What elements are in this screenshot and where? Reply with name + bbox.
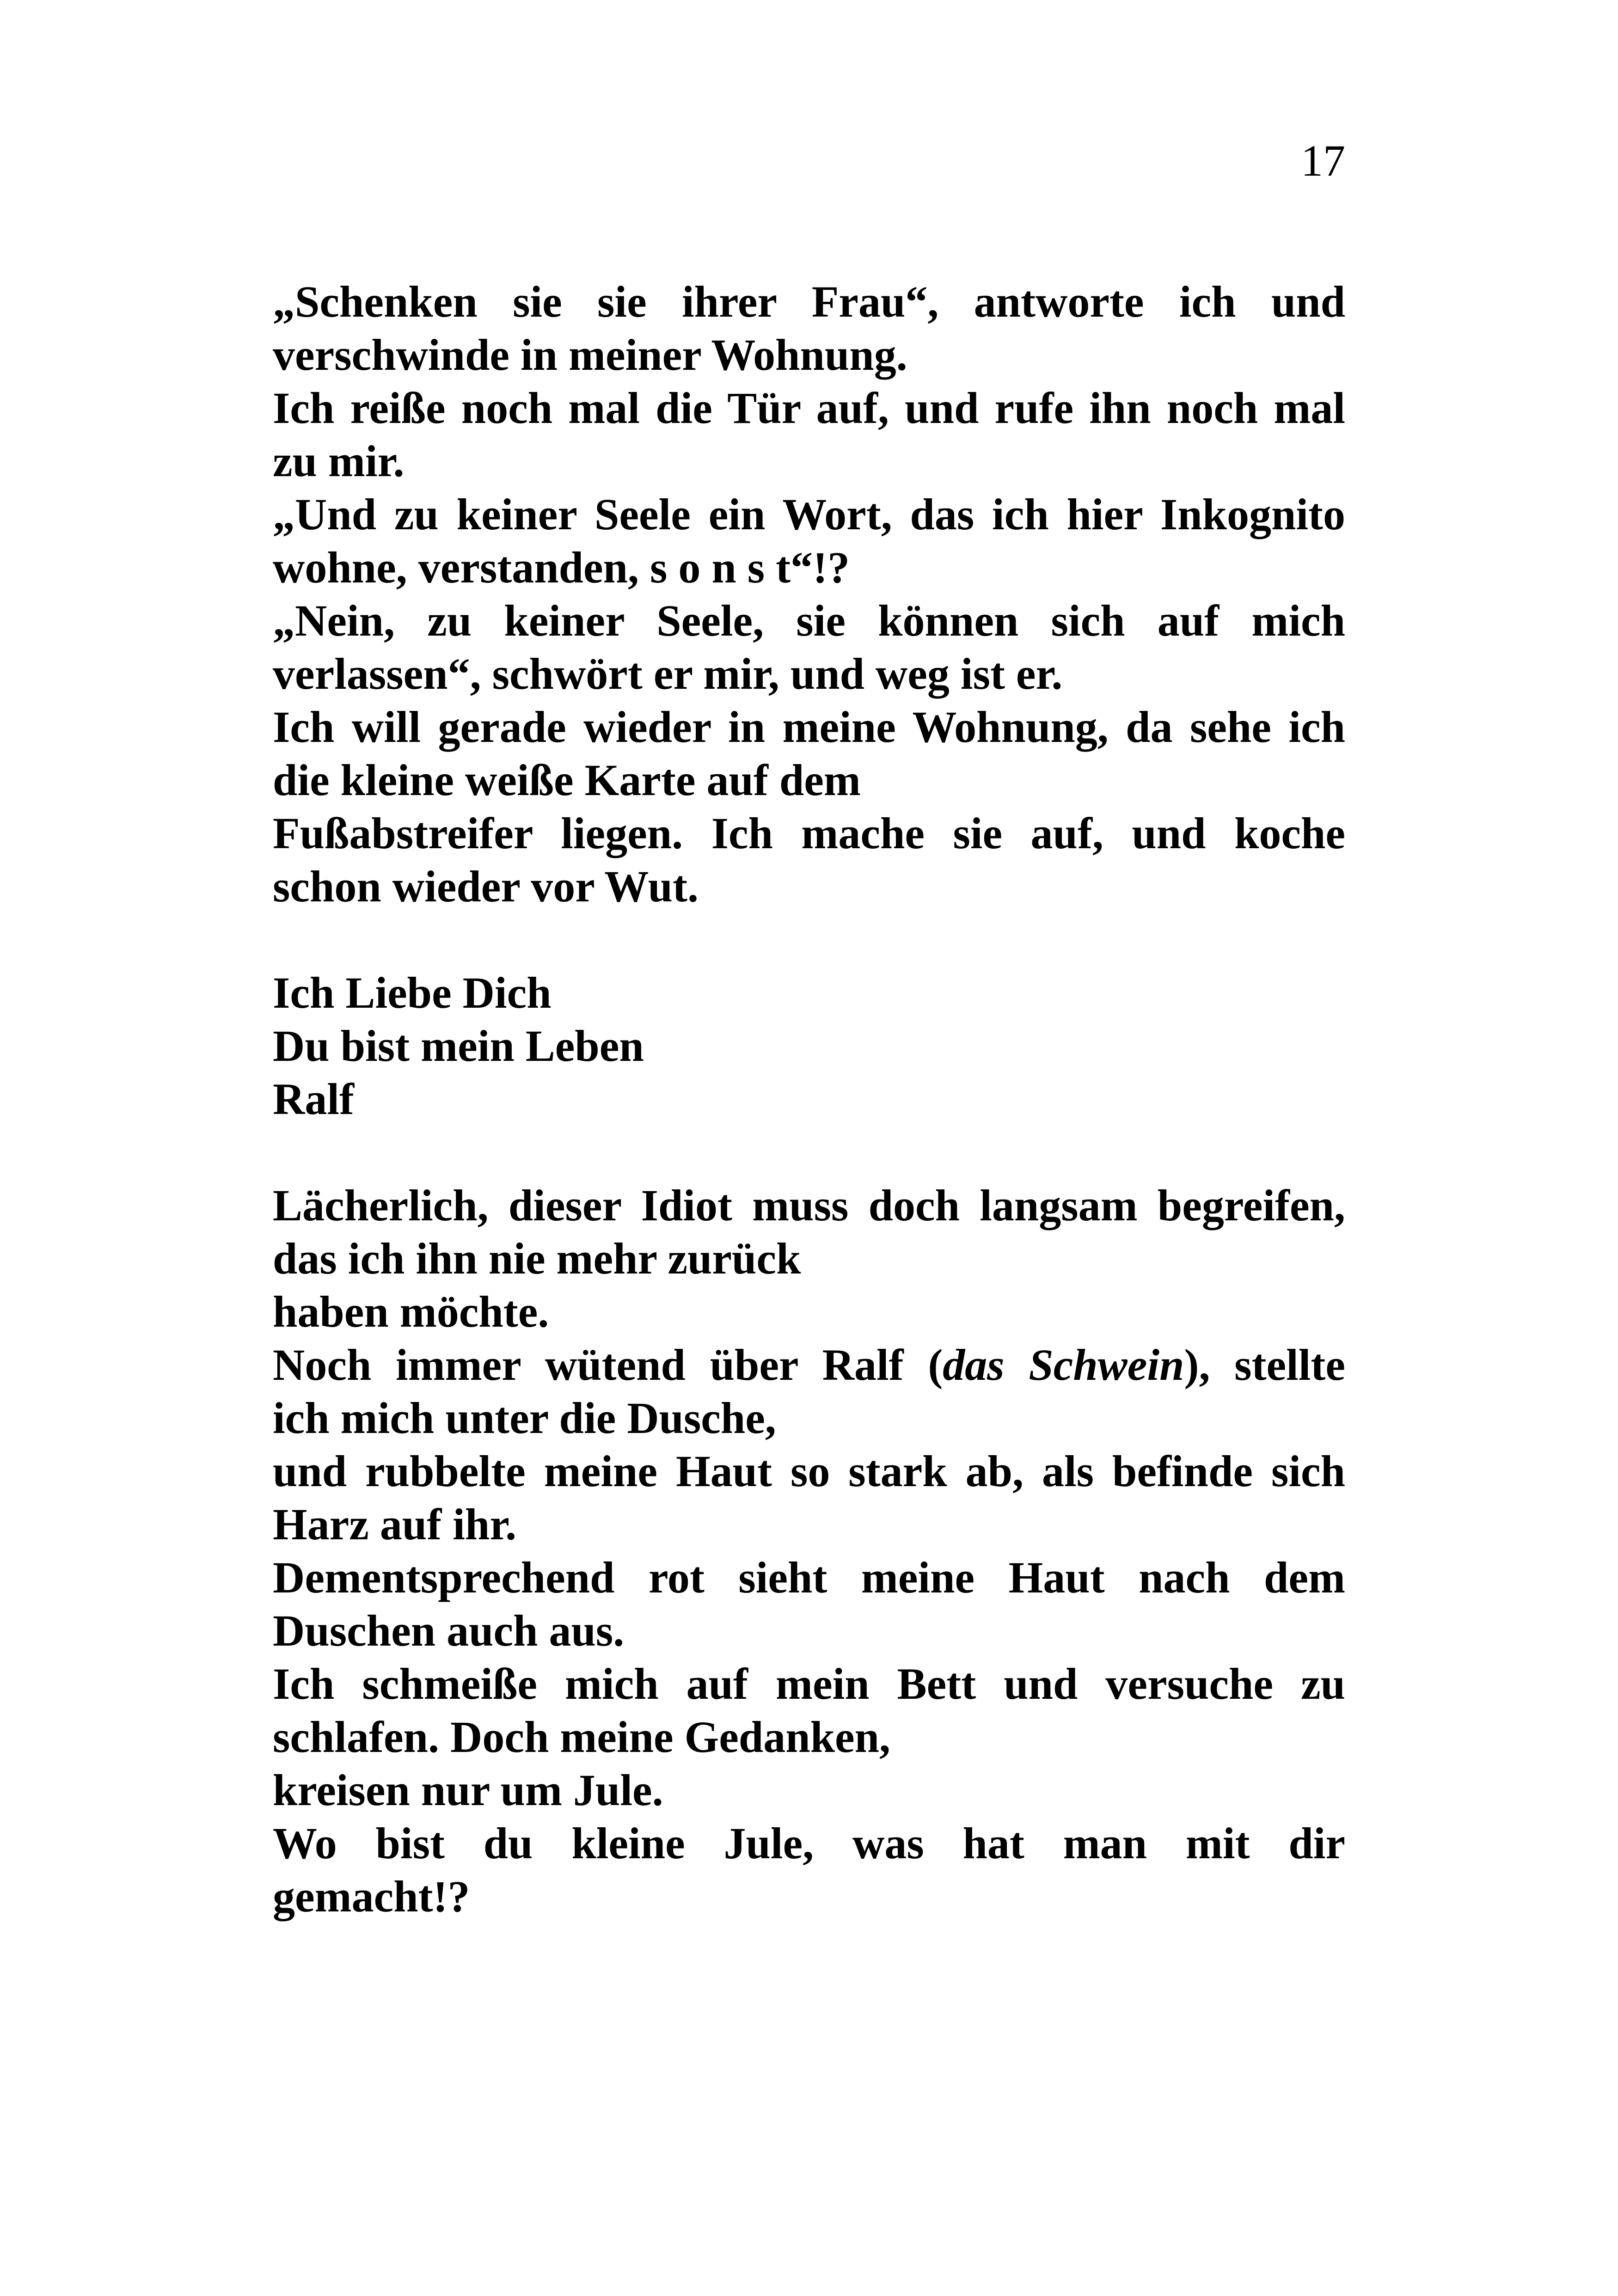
text-line: und rubbelte meine Haut so stark ab, als befinde sich bbox=[273, 1446, 1345, 1496]
text-segment: ), stellte bbox=[1184, 1340, 1346, 1390]
text-line: Ich reiße noch mal die Tür auf, und rufe ihn noch mal bbox=[273, 383, 1345, 433]
text-line: die kleine weiße Karte auf dem bbox=[273, 755, 861, 805]
card-signature: Ralf bbox=[273, 1074, 354, 1124]
text-line: „Nein, zu keiner Seele, sie können sich auf mich bbox=[273, 596, 1345, 645]
text-line: „Und zu keiner Seele ein Wort, das ich hier Inkognito bbox=[273, 490, 1345, 539]
text-line: verlassen“, schwört er mir, und weg ist er. bbox=[273, 649, 1063, 698]
text-line: schlafen. Doch meine Gedanken, bbox=[273, 1712, 891, 1762]
text-line: das ich ihn nie mehr zurück bbox=[273, 1234, 801, 1283]
text-line: gemacht!? bbox=[273, 1872, 470, 1921]
text-line: Harz auf ihr. bbox=[273, 1500, 517, 1549]
page-body bbox=[273, 275, 1345, 1923]
page-number: 17 bbox=[1301, 136, 1345, 185]
card-text-line: Du bist mein Leben bbox=[273, 1021, 644, 1071]
text-line: verschwinde in meiner Wohnung. bbox=[273, 330, 907, 380]
text-line: „Schenken sie sie ihrer Frau“, antworte ich und bbox=[273, 277, 1345, 326]
text-line: zu mir. bbox=[273, 436, 404, 486]
text-line: Duschen auch aus. bbox=[273, 1606, 625, 1655]
text-line: schon wieder vor Wut. bbox=[273, 862, 699, 911]
card-text-line: Ich Liebe Dich bbox=[273, 968, 552, 1017]
text-line: Wo bist du kleine Jule, was hat man mit dir bbox=[273, 1818, 1345, 1868]
text-line: Lächerlich, dieser Idiot muss doch langsam begreifen, bbox=[273, 1181, 1345, 1230]
text-line bbox=[273, 1338, 1345, 1391]
text-line: kreisen nur um Jule. bbox=[273, 1765, 663, 1815]
paragraph-gap bbox=[273, 1126, 1345, 1179]
text-line: haben möchte. bbox=[273, 1287, 549, 1336]
paragraph-gap bbox=[273, 913, 1345, 966]
text-line: Ich will gerade wieder in meine Wohnung, da sehe ich bbox=[273, 702, 1345, 752]
text-line: Ich schmeiße mich auf mein Bett und versuche zu bbox=[273, 1659, 1345, 1708]
text-line: Dementsprechend rot sieht meine Haut nach dem bbox=[273, 1553, 1345, 1602]
text-line: ich mich unter die Dusche, bbox=[273, 1393, 776, 1443]
italic-text: das Schwein bbox=[943, 1340, 1184, 1390]
text-segment: Noch immer wütend über Ralf ( bbox=[273, 1340, 943, 1390]
text-line: Fußabstreifer liegen. Ich mache sie auf, und koche bbox=[273, 808, 1345, 858]
text-line: wohne, verstanden, s o n s t“!? bbox=[273, 543, 850, 592]
